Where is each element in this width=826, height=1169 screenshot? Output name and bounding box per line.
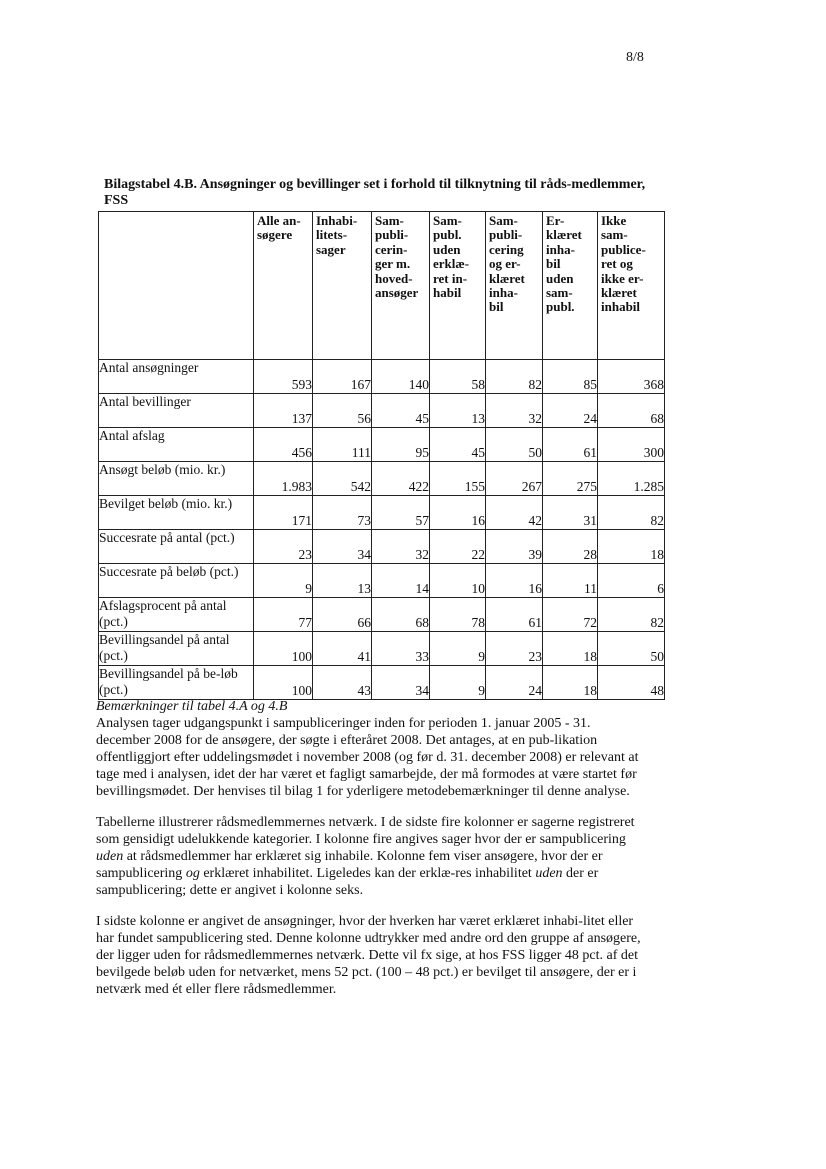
table-cell: 13 — [430, 394, 486, 428]
table-cell: 16 — [486, 564, 543, 598]
table-cell: 6 — [598, 564, 665, 598]
table-cell: 34 — [313, 530, 372, 564]
table-cell: 11 — [543, 564, 598, 598]
table-cell: 22 — [430, 530, 486, 564]
table-cell: 61 — [543, 428, 598, 462]
notes-paragraph-3: I sidste kolonne er angivet de ansøgninger, hvor der hverken har været erklæret inhabi-litet eller har fundet sampublicering sted. Denne kolonne udtrykker med andre ord den gruppe af ansøgere, der ligger uden for rådsmedlemmernes netværk. Dette vil fx sige, at hos FSS ligger 48 pct. af det bevilgede beløb uden for netværket, mens 52 pct. (100 – 48 pct.) er bevilget til ansøgere, der er i netværk med ét eller flere rådsmedlemmer. — [96, 914, 641, 997]
table-cell: 13 — [313, 564, 372, 598]
table-cell: 1.285 — [598, 462, 665, 496]
table-cell: 368 — [598, 360, 665, 394]
table-row — [99, 462, 665, 496]
table-cell: 72 — [543, 598, 598, 632]
table-cell: 58 — [430, 360, 486, 394]
table-cell: 140 — [372, 360, 430, 394]
table-cell: 77 — [254, 598, 313, 632]
row-label: Succesrate på beløb (pct.) — [99, 564, 254, 598]
table-cell: 32 — [486, 394, 543, 428]
table-cell: 16 — [430, 496, 486, 530]
table-cell: 61 — [486, 598, 543, 632]
table-header-row — [99, 212, 665, 360]
table-row — [99, 564, 665, 598]
row-label: Succesrate på antal (pct.) — [99, 530, 254, 564]
table-cell: 50 — [486, 428, 543, 462]
header-cell: Sam- publi- cerin- ger m. hoved- ansøger — [372, 212, 430, 360]
table-cell: 82 — [598, 598, 665, 632]
header-cell: Er- klæret inha- bil uden sam- publ. — [543, 212, 598, 360]
table-row — [99, 632, 665, 666]
table-cell: 45 — [372, 394, 430, 428]
notes-section — [96, 698, 641, 1012]
header-cell — [99, 212, 254, 360]
table-cell: 33 — [372, 632, 430, 666]
table-cell: 78 — [430, 598, 486, 632]
table-cell: 422 — [372, 462, 430, 496]
row-label: Antal ansøgninger — [99, 360, 254, 394]
row-label: Afslagsprocent på antal (pct.) — [99, 598, 254, 632]
table-cell: 167 — [313, 360, 372, 394]
table-cell: 275 — [543, 462, 598, 496]
table-cell: 24 — [543, 394, 598, 428]
table-cell: 48 — [598, 666, 665, 700]
row-label: Bevillingsandel på antal (pct.) — [99, 632, 254, 666]
row-label: Antal afslag — [99, 428, 254, 462]
table-row — [99, 530, 665, 564]
table-cell: 32 — [372, 530, 430, 564]
header-cell: Alle an- søgere — [254, 212, 313, 360]
table-row — [99, 666, 665, 700]
table-cell: 100 — [254, 666, 313, 700]
table-cell: 23 — [486, 632, 543, 666]
table-cell: 14 — [372, 564, 430, 598]
header-cell: Inhabi- litets- sager — [313, 212, 372, 360]
table-row — [99, 360, 665, 394]
table-cell: 111 — [313, 428, 372, 462]
table-cell: 66 — [313, 598, 372, 632]
table-cell: 9 — [430, 632, 486, 666]
row-label: Antal bevillinger — [99, 394, 254, 428]
table-cell: 28 — [543, 530, 598, 564]
table-row — [99, 394, 665, 428]
table-cell: 24 — [486, 666, 543, 700]
table-row — [99, 598, 665, 632]
table-cell: 31 — [543, 496, 598, 530]
table-cell: 456 — [254, 428, 313, 462]
table-cell: 23 — [254, 530, 313, 564]
table-cell: 42 — [486, 496, 543, 530]
table-cell: 300 — [598, 428, 665, 462]
table-cell: 57 — [372, 496, 430, 530]
row-label: Bevilget beløb (mio. kr.) — [99, 496, 254, 530]
table-cell: 18 — [598, 530, 665, 564]
table-cell: 1.983 — [254, 462, 313, 496]
table-cell: 68 — [372, 598, 430, 632]
table-cell: 267 — [486, 462, 543, 496]
table-cell: 18 — [543, 666, 598, 700]
table-cell: 45 — [430, 428, 486, 462]
table-cell: 82 — [486, 360, 543, 394]
notes-heading: Bemærkninger til tabel 4.A og 4.B — [96, 699, 288, 714]
data-table — [98, 211, 665, 700]
table-cell: 95 — [372, 428, 430, 462]
table-cell: 50 — [598, 632, 665, 666]
table-cell: 73 — [313, 496, 372, 530]
table-row — [99, 428, 665, 462]
table-cell: 100 — [254, 632, 313, 666]
table-cell: 9 — [254, 564, 313, 598]
row-label: Ansøgt beløb (mio. kr.) — [99, 462, 254, 496]
table-cell: 56 — [313, 394, 372, 428]
table-cell: 171 — [254, 496, 313, 530]
table-cell: 137 — [254, 394, 313, 428]
table-cell: 41 — [313, 632, 372, 666]
table-cell: 18 — [543, 632, 598, 666]
page-number: 8/8 — [626, 50, 644, 65]
notes-paragraph-2: Tabellerne illustrerer rådsmedlemmernes netværk. I de sidste fire kolonner er sagerne registreret som gensidigt udelukkende kategorier. I kolonne fire angives sager hvor der er sampublicering uden at rådsmedlemmer har erklæret sig inhabile. Kolonne fem viser ansøgere, hvor der er sampublicering og erklæret inhabilitet. Ligeledes kan der erklæ-res inhabilitet uden der er sampublicering; dette er angivet i kolonne seks. — [96, 815, 635, 898]
table-cell: 542 — [313, 462, 372, 496]
table-cell: 85 — [543, 360, 598, 394]
header-cell: Sam- publ. uden erklæ- ret in- habil — [430, 212, 486, 360]
table-cell: 9 — [430, 666, 486, 700]
table-cell: 34 — [372, 666, 430, 700]
table-cell: 39 — [486, 530, 543, 564]
notes-paragraph-1: Analysen tager udgangspunkt i sampubliceringer inden for perioden 1. januar 2005 - 31. december 2008 for de ansøgere, der søgte i efteråret 2008. Det antages, at en pub-likation offentliggjort efter uddelingsmødet i november 2008 (og før d. 31. december 2008) er relevant at tage med i analysen, idet der har været et fagligt samarbejde, der må formodes at være startet før bevillingsmødet. Der henvises til bilag 1 for yderligere metodebemærkninger til denne analyse. — [96, 716, 639, 799]
table-cell: 593 — [254, 360, 313, 394]
table-cell: 43 — [313, 666, 372, 700]
row-label: Bevillingsandel på be-løb (pct.) — [99, 666, 254, 700]
table-row — [99, 496, 665, 530]
header-cell: Ikke sam- publice- ret og ikke er- klæret inhabil — [598, 212, 665, 360]
table-cell: 10 — [430, 564, 486, 598]
table-cell: 82 — [598, 496, 665, 530]
table-title: Bilagstabel 4.B. Ansøgninger og bevillinger set i forhold til tilknytning til råds-medlemmer, FSS — [104, 177, 646, 208]
table-cell: 155 — [430, 462, 486, 496]
table-cell: 68 — [598, 394, 665, 428]
header-cell: Sam- publi- cering og er- klæret inha- bil — [486, 212, 543, 360]
